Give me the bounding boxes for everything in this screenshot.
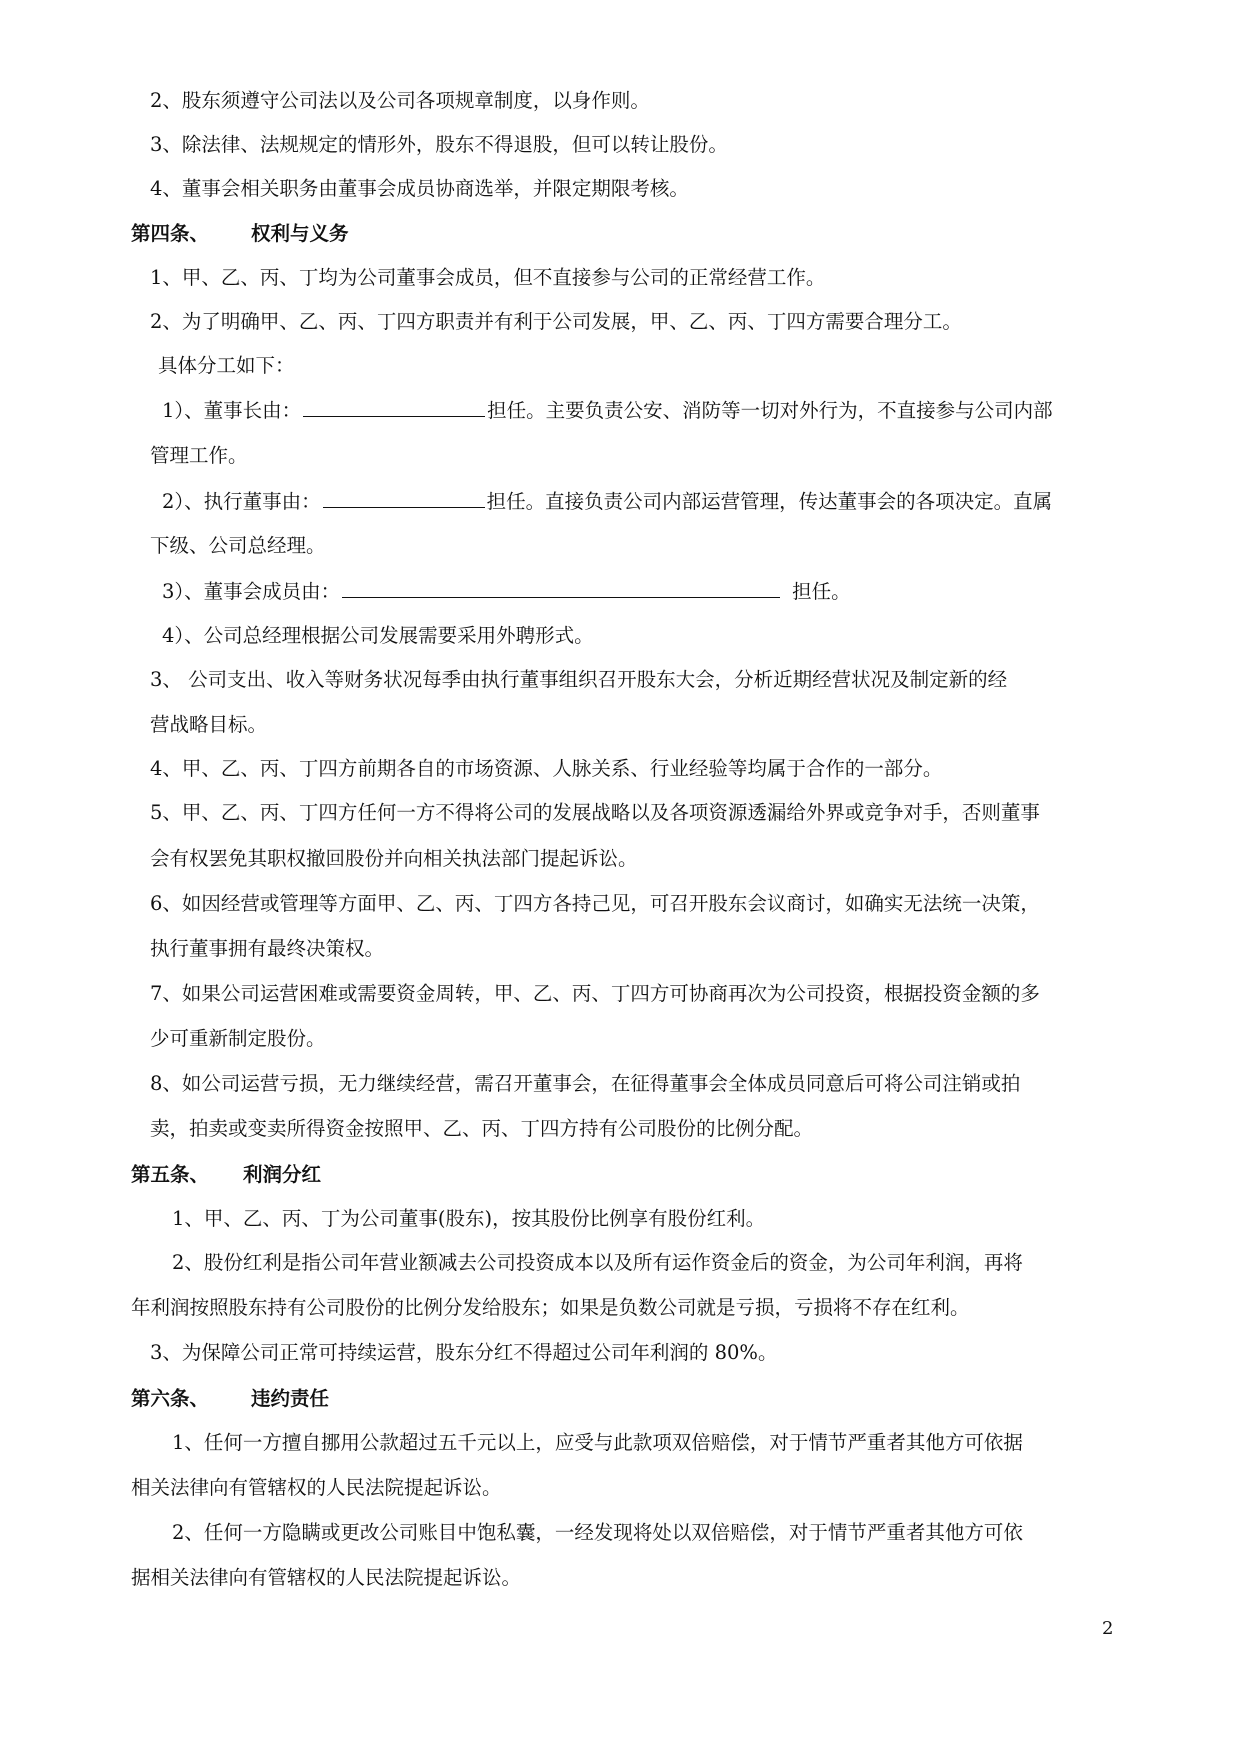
clause-4-item-8-cont: 卖，拍卖或变卖所得资金按照甲、乙、丙、丁四方持有公司股份的比例分配。	[150, 1117, 814, 1140]
clause-4-item-5: 5、甲、乙、丙、丁四方任何一方不得将公司的发展战略以及各项资源透漏给外界或竞争对手，否则董事	[150, 801, 1040, 824]
page-number: 2	[1102, 1618, 1114, 1639]
clause-6-item-2-cont: 据相关法律向有管辖权的人民法院提起诉讼。	[131, 1566, 522, 1589]
executive-director-duty: 担任。直接负责公司内部运营管理，传达董事会的各项决定。直属	[486, 490, 1053, 513]
section-heading-5	[131, 1160, 321, 1190]
clause-6-item-1-cont: 相关法律向有管辖权的人民法院提起诉讼。	[131, 1476, 502, 1499]
clause-6-item-1: 1、任何一方擅自挪用公款超过五千元以上，应受与此款项双倍赔偿，对于情节严重者其他方可依据	[172, 1431, 1023, 1454]
clause-5-item-3: 3、为保障公司正常可持续运营，股东分红不得超过公司年利润的 80%。	[150, 1341, 778, 1364]
section-heading-4	[131, 219, 349, 249]
division-intro: 具体分工如下：	[158, 354, 295, 377]
clause-3-item-4: 4、董事会相关职务由董事会成员协商选举，并限定期限考核。	[150, 177, 689, 200]
section-number: 第四条、	[131, 222, 210, 245]
clause-6-item-2: 2、任何一方隐瞒或更改公司账目中饱私囊，一经发现将处以双倍赔偿，对于情节严重者其他方可依	[172, 1521, 1023, 1544]
section-title: 权利与义务	[251, 222, 349, 245]
general-manager-line: 4）、公司总经理根据公司发展需要采用外聘形式。	[162, 624, 594, 647]
board-members-blank-field[interactable]	[342, 576, 780, 598]
section-number: 第六条、	[131, 1387, 210, 1410]
executive-director-line-cont: 下级、公司总经理。	[150, 534, 326, 557]
clause-3-item-2: 2、股东须遵守公司法以及公司各项规章制度，以身作则。	[150, 89, 650, 112]
board-members-line	[162, 576, 851, 607]
board-members-label: 3）、董事会成员由：	[162, 580, 341, 603]
clause-4-item-1: 1、甲、乙、丙、丁均为公司董事会成员，但不直接参与公司的正常经营工作。	[150, 266, 826, 289]
clause-5-item-1: 1、甲、乙、丙、丁为公司董事(股东)，按其股份比例享有股份红利。	[172, 1207, 766, 1230]
clause-4-item-4: 4、甲、乙、丙、丁四方前期各自的市场资源、人脉关系、行业经验等均属于合作的一部分。	[150, 757, 943, 780]
executive-director-label: 2）、执行董事由：	[162, 490, 321, 513]
chairman-line	[162, 395, 1053, 426]
clause-4-item-7-cont: 少可重新制定股份。	[150, 1027, 326, 1050]
section-title: 利润分红	[243, 1163, 322, 1186]
chairman-blank-field[interactable]	[303, 395, 485, 417]
clause-4-item-2: 2、为了明确甲、乙、丙、丁四方职责并有利于公司发展，甲、乙、丙、丁四方需要合理分工。	[150, 310, 962, 333]
clause-4-item-5-cont: 会有权罢免其职权撤回股份并向相关执法部门提起诉讼。	[150, 847, 638, 870]
executive-director-blank-field[interactable]	[323, 486, 485, 508]
section-number: 第五条、	[131, 1163, 210, 1186]
section-title: 违约责任	[251, 1387, 330, 1410]
clause-4-item-6-cont: 执行董事拥有最终决策权。	[150, 937, 385, 960]
board-members-duty: 担任。	[792, 580, 851, 603]
clause-5-item-2-cont: 年利润按照股东持有公司股份的比例分发给股东；如果是负数公司就是亏损，亏损将不存在红利。	[131, 1296, 970, 1319]
clause-4-item-8: 8、如公司运营亏损，无力继续经营，需召开董事会，在征得董事会全体成员同意后可将公司注销或拍	[150, 1072, 1021, 1095]
chairman-label: 1）、董事长由：	[162, 399, 302, 422]
section-heading-6	[131, 1384, 329, 1414]
clause-5-item-2: 2、股份红利是指公司年营业额减去公司投资成本以及所有运作资金后的资金，为公司年利润，再将	[172, 1251, 1023, 1274]
clause-4-item-3-cont: 营战略目标。	[150, 713, 268, 736]
clause-4-item-3: 3、 公司支出、收入等财务状况每季由执行董事组织召开股东大会，分析近期经营状况及制定新的经	[150, 668, 1008, 691]
chairman-duty: 担任。主要负责公安、消防等一切对外行为，不直接参与公司内部	[487, 399, 1053, 422]
clause-4-item-6: 6、如因经营或管理等方面甲、乙、丙、丁四方各持己见，可召开股东会议商讨，如确实无法统一决策，	[150, 892, 1040, 915]
clause-3-item-3: 3、除法律、法规规定的情形外，股东不得退股，但可以转让股份。	[150, 133, 728, 156]
chairman-line-cont: 管理工作。	[150, 444, 248, 467]
executive-director-line	[162, 486, 1052, 517]
clause-4-item-7: 7、如果公司运营困难或需要资金周转，甲、乙、丙、丁四方可协商再次为公司投资，根据投资金额的多	[150, 982, 1040, 1005]
